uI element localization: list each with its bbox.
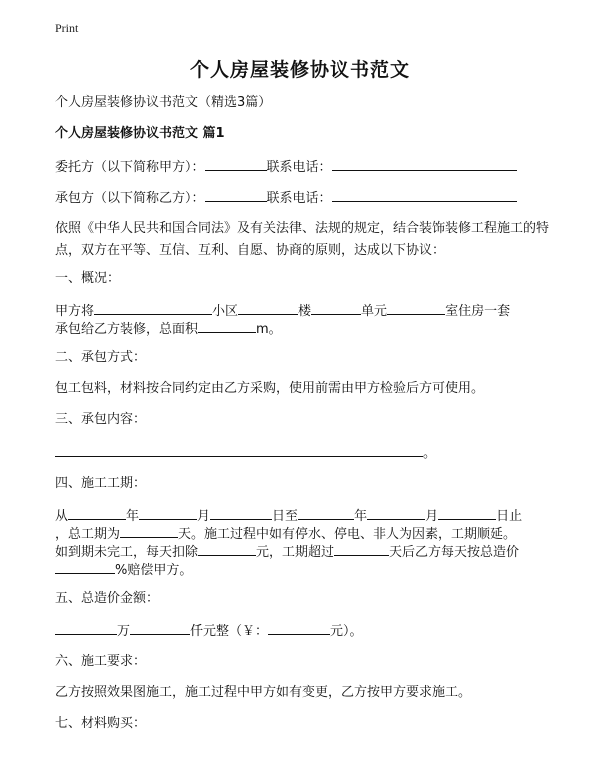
penalty-rate-blank bbox=[55, 561, 115, 574]
price-text: 仟元整（￥： bbox=[190, 624, 269, 639]
schedule-heading: 四、施工工期： bbox=[55, 476, 147, 491]
contract-content-heading: 三、承包内容： bbox=[55, 412, 147, 427]
total-price-line bbox=[55, 622, 363, 640]
schedule-text: 日至 bbox=[272, 509, 299, 524]
price-wan-blank bbox=[55, 622, 117, 635]
content-end: 。 bbox=[423, 446, 437, 461]
schedule-text: %赔偿甲方。 bbox=[115, 563, 193, 578]
overview-text: 楼 bbox=[298, 304, 312, 319]
contractor-name-blank bbox=[205, 189, 267, 202]
overview-blank bbox=[311, 302, 361, 315]
contract-method-body: 包工包料，材料按合同约定由乙方采购，使用前需由甲方检验后方可使用。 bbox=[55, 381, 485, 396]
overview-text: 承包给乙方装修，总面积 bbox=[55, 322, 199, 337]
overview-line-2 bbox=[55, 320, 282, 338]
schedule-line-2 bbox=[55, 525, 516, 543]
schedule-blank bbox=[438, 507, 496, 520]
overview-text: 甲方将 bbox=[55, 304, 95, 319]
overview-blank bbox=[387, 302, 445, 315]
schedule-text: 天。施工过程中如有停水、停电、非人为因素，工期顺延。 bbox=[178, 527, 517, 542]
overview-text: 小区 bbox=[212, 304, 239, 319]
overdue-days-blank bbox=[334, 543, 389, 556]
overview-heading: 一、概况： bbox=[55, 271, 121, 286]
client-phone-label: 联系电话： bbox=[266, 160, 332, 175]
schedule-text: 元，工期超过 bbox=[256, 545, 335, 560]
contractor-line bbox=[55, 189, 517, 207]
schedule-line-1 bbox=[55, 507, 522, 525]
page-title: 个人房屋装修协议书范文 bbox=[189, 59, 410, 81]
area-blank bbox=[198, 320, 256, 333]
contract-content-line bbox=[55, 444, 436, 462]
content-blank bbox=[55, 444, 423, 457]
overview-text: 单元 bbox=[361, 304, 388, 319]
price-qian-blank bbox=[130, 622, 190, 635]
schedule-text: 月 bbox=[197, 509, 211, 524]
schedule-text: ，总工期为 bbox=[55, 527, 121, 542]
overview-text: m。 bbox=[256, 322, 282, 337]
client-phone-blank bbox=[332, 158, 517, 171]
schedule-blank bbox=[139, 507, 197, 520]
contractor-phone-blank bbox=[332, 189, 517, 202]
schedule-text: 月 bbox=[425, 509, 439, 524]
schedule-text: 年 bbox=[354, 509, 368, 524]
price-text: 元）。 bbox=[330, 624, 363, 639]
total-days-blank bbox=[120, 525, 178, 538]
price-text: 万 bbox=[117, 624, 131, 639]
client-line bbox=[55, 158, 517, 176]
total-price-heading: 五、总造价金额： bbox=[55, 591, 160, 606]
intro-paragraph: 依照《中华人民共和国合同法》及有关法律、法规的规定，结合装饰装修工程施工的特点，双方在平等、互信、互利、自愿、协商的原则，达成以下协议： bbox=[55, 221, 550, 258]
contract-method-heading: 二、承包方式： bbox=[55, 350, 147, 365]
materials-heading: 七、材料购买： bbox=[55, 716, 147, 731]
requirements-heading: 六、施工要求： bbox=[55, 654, 147, 669]
price-amount-blank bbox=[268, 622, 330, 635]
overview-blank bbox=[94, 302, 212, 315]
overview-line-1 bbox=[55, 302, 510, 320]
schedule-text: 从 bbox=[55, 509, 69, 524]
schedule-blank bbox=[367, 507, 425, 520]
client-name-blank bbox=[205, 158, 267, 171]
schedule-text: 年 bbox=[126, 509, 140, 524]
schedule-line-4 bbox=[55, 561, 192, 579]
schedule-blank bbox=[68, 507, 126, 520]
deduction-blank bbox=[198, 543, 256, 556]
schedule-line-3 bbox=[55, 543, 519, 561]
subtitle: 个人房屋装修协议书范文（精选3篇） bbox=[55, 95, 272, 110]
contractor-label: 承包方（以下简称乙方）： bbox=[55, 191, 205, 206]
schedule-text: 如到期未完工，每天扣除 bbox=[55, 545, 199, 560]
overview-text: 室住房一套 bbox=[445, 304, 511, 319]
schedule-text: 日止 bbox=[496, 509, 523, 524]
overview-blank bbox=[238, 302, 298, 315]
contractor-phone-label: 联系电话： bbox=[266, 191, 332, 206]
requirements-body: 乙方按照效果图施工，施工过程中甲方如有变更，乙方按甲方要求施工。 bbox=[55, 685, 472, 700]
section-heading: 个人房屋装修协议书范文 篇1 bbox=[55, 126, 225, 141]
schedule-text: 天后乙方每天按总造价 bbox=[389, 545, 520, 560]
print-label: Print bbox=[55, 21, 79, 35]
schedule-blank bbox=[210, 507, 272, 520]
schedule-blank bbox=[298, 507, 354, 520]
client-label: 委托方（以下简称甲方）： bbox=[55, 160, 205, 175]
